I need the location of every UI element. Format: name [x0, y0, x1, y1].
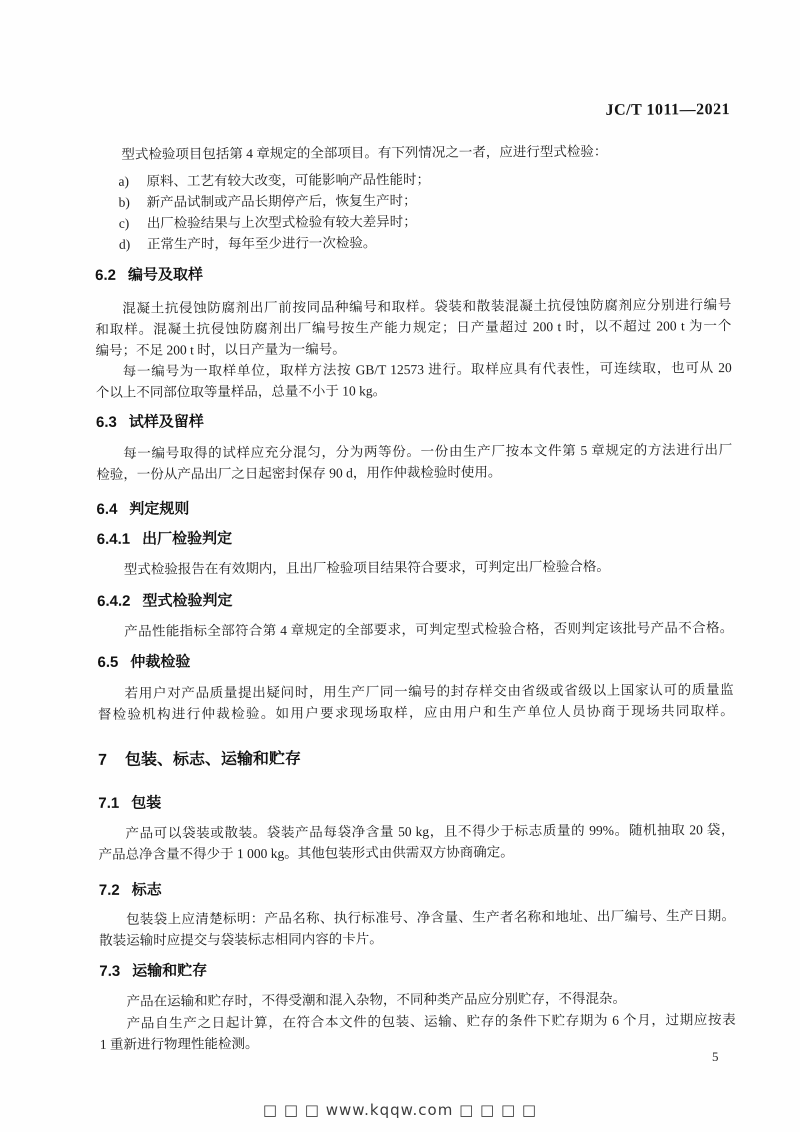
paragraph-line: 每一编号取得的试样应充分混匀，分为两等份。一份由生产厂按本文件第 5 章规定的方法进行出厂 [123, 442, 733, 461]
section-number: 6.4 [96, 500, 118, 518]
paragraph-line: 产品总净含量不得少于 1 000 kg。其他包装形式由供需双方协商确定。 [98, 844, 514, 862]
list-item [95, 230, 731, 255]
section-heading-6-3 [96, 408, 732, 433]
paragraph-line: 产品自生产之日起计算，在符合本文件的包装、运输、贮存的条件下贮存期为 6 个月，过期应按表 [126, 1012, 736, 1031]
section-heading-6-4-1 [97, 525, 733, 550]
section-number: 7.1 [98, 794, 120, 812]
paragraph-line: 产品可以袋装或散装。袋装产品每袋净含量 50 kg，且不得少于标志质量的 99%。随机抽取 20 袋， [125, 822, 735, 841]
paragraph-line: 每一编号为一取样单位，取样方法按 GB/T 12573 进行。取样应具有代表性，可连续取，也可从 20 [122, 360, 732, 379]
paragraph-line: 编号；不足 200 t 时，以日产量为一编号。 [95, 341, 346, 358]
section-number: 6.2 [95, 266, 117, 284]
section-heading-6-2 [95, 261, 731, 286]
list-item-marker: b) [118, 194, 130, 210]
section-title: 编号及取样 [127, 266, 204, 284]
section-number: 6.4.2 [97, 592, 131, 610]
section-title: 运输和贮存 [132, 962, 208, 980]
watermark [0, 1101, 800, 1120]
section-title: 标志 [131, 881, 162, 899]
section-number: 6.5 [97, 653, 119, 671]
section-title: 试样及留样 [128, 413, 204, 431]
list-item-marker: a) [118, 173, 130, 189]
paragraph-line: 检验，一份从产品出厂之日起密封保存 90 d，用作仲裁检验时使用。 [96, 464, 502, 482]
section-number: 7.3 [99, 962, 121, 980]
section-title: 仲裁检验 [130, 653, 191, 671]
list-item-text: 出厂检验结果与上次型式检验有较大差异时； [146, 213, 417, 231]
list-item-marker: d) [118, 236, 131, 252]
section-heading-6-5 [97, 648, 733, 673]
paragraph-line: 产品性能指标全部符合第 4 章规定的全部要求，可判定型式检验合格，否则判定该批号产品不合格。 [124, 620, 734, 639]
watermark-text: □ □ □ www.kqqw.com □ □ □ □ [262, 1101, 538, 1119]
section-heading-6-4-2 [97, 587, 733, 612]
paragraph-line: 混凝土抗侵蚀防腐剂出厂前按同品种编号和取样。袋装和散装混凝土抗侵蚀防腐剂应分别进行编号 [122, 297, 732, 316]
section-number: 6.4.1 [96, 530, 131, 548]
list-item-marker: c) [118, 215, 130, 231]
section-title: 型式检验判定 [142, 592, 233, 610]
scanned-text-area [93, 0, 735, 1055]
section-heading-7-1 [98, 789, 734, 814]
page-number: 5 [712, 1049, 719, 1064]
paragraph-line: 个以上不同部位取等量样品，总量不小于 10 kg。 [95, 383, 387, 400]
paragraph-line: 产品在运输和贮存时，不得受潮和混入杂物，不同种类产品应分别贮存，不得混杂。 [126, 990, 627, 1009]
chapter-heading-7 [98, 745, 734, 772]
paragraph-line: 若用户对产品质量提出疑问时，用生产厂同一编号的封存样交由省级或省级以上国家认可的质量监 [124, 682, 734, 701]
section-heading-7-2 [99, 876, 735, 901]
paragraph-line: 和取样。混凝土抗侵蚀防腐剂出厂编号按生产能力规定；日产量超过 200 t 时，以不超过 200 t 为一个 [95, 318, 732, 337]
chapter-number: 7 [98, 751, 108, 769]
paragraph-line: 包装袋上应清楚标明：产品名称、执行标准号、净含量、生产者名称和地址、出厂编号、生产日期。 [125, 908, 736, 927]
list-item-text: 新产品试制或产品长期停产后，恢复生产时； [146, 192, 417, 210]
paragraph-line: 型式检验报告在有效期内，且出厂检验项目结果符合要求，可判定出厂检验合格。 [123, 558, 610, 577]
paragraph-line: 督检验机构进行仲裁检验。如用户要求现场取样，应由用户和生产单位人员协商于现场共同取样。 [97, 703, 734, 722]
list-item-text: 原料、工艺有较大改变，可能影响产品性能时； [146, 171, 431, 189]
section-heading-6-4 [96, 495, 732, 520]
section-number: 7.2 [98, 881, 120, 899]
paragraph-line: 散装运输时应提交与袋装标志相同内容的卡片。 [99, 931, 383, 948]
list-item-text: 正常生产时，每年至少进行一次检验。 [146, 235, 377, 252]
type-inspection-conditions-list [94, 167, 731, 255]
section-title: 出厂检验判定 [142, 530, 233, 548]
paragraph-line: 1 重新进行物理性能检测。 [99, 1035, 259, 1052]
type-inspection-intro-line: 型式检验项目包括第 4 章规定的全部项目。有下列情况之一者，应进行型式检验： [121, 143, 608, 162]
chapter-title: 包装、标志、运输和贮存 [124, 750, 302, 769]
section-heading-7-3 [99, 957, 735, 982]
section-title: 包装 [131, 794, 162, 812]
section-title: 判定规则 [129, 500, 190, 518]
standard-code-header: JC/T 1011—2021 [605, 101, 731, 119]
section-number: 6.3 [95, 413, 117, 431]
